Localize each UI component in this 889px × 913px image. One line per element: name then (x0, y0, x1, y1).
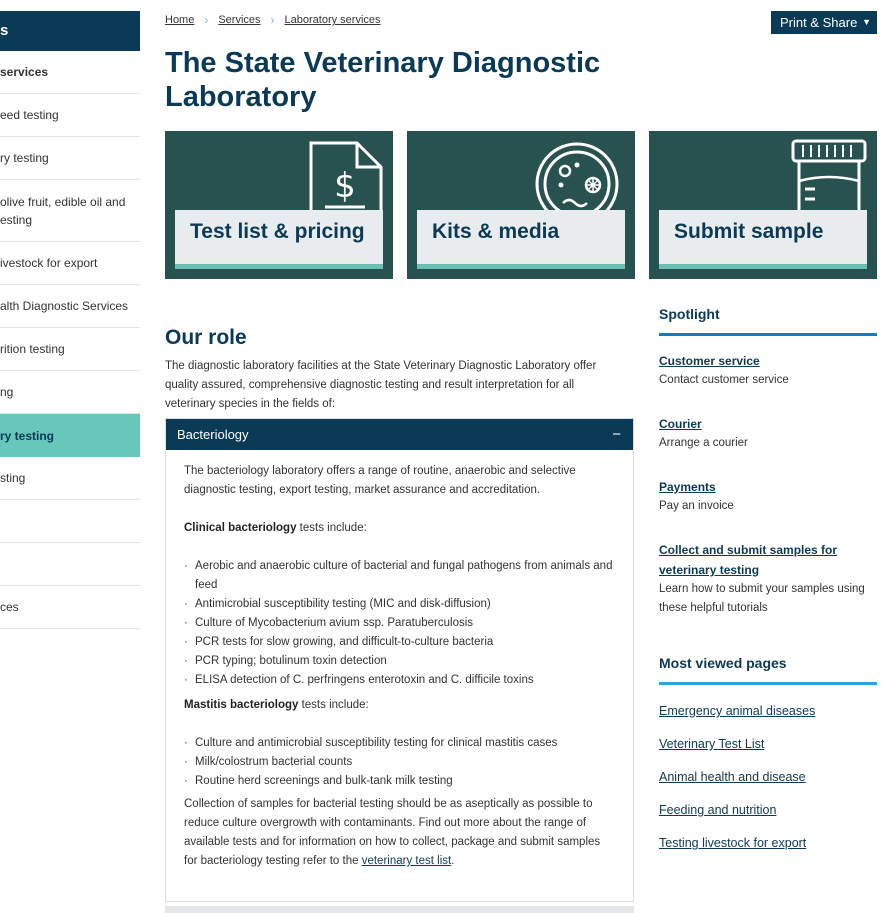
tile-label: Kits & media (432, 220, 560, 243)
most-viewed-heading: Most viewed pages (659, 655, 787, 671)
left-nav-item-active[interactable]: ry testing (0, 414, 140, 457)
chevron-right-icon: › (270, 13, 275, 27)
list-item: · Antimicrobial susceptibility testing (MIC and disk-diffusion) (184, 595, 615, 614)
print-share-label: Print & Share (780, 15, 858, 30)
list-item: · PCR tests for slow growing, and difficult-to-culture bacteria (184, 633, 615, 652)
chevron-right-icon: › (204, 13, 209, 27)
our-role-heading: Our role (165, 326, 247, 349)
mastitis-rest: tests include: (298, 699, 369, 711)
veterinary-test-list-link[interactable]: veterinary test list (361, 855, 452, 867)
spotlight-item (659, 540, 877, 618)
most-viewed-list (659, 701, 877, 853)
most-viewed-link[interactable]: Testing livestock for export (659, 836, 807, 850)
page-title: The State Veterinary Diagnostic Laboratory (165, 47, 601, 113)
bacteriology-intro: The bacteriology laboratory offers a range of routine, anaerobic and selective diagnostic testing, export testing, market assurance and accreditation. (184, 465, 576, 496)
list-item: · Culture and antimicrobial susceptibility testing for clinical mastitis cases (184, 734, 615, 753)
mastitis-heading (184, 696, 615, 715)
clinical-list (184, 557, 615, 690)
left-nav-item[interactable] (0, 543, 140, 586)
accordion-header[interactable] (166, 419, 633, 450)
spotlight-item (659, 351, 877, 390)
courier-link[interactable]: Courier (659, 417, 702, 431)
left-nav-item[interactable]: sting (0, 457, 140, 500)
collection-paragraph: Collection of samples for bacterial testing should be as aseptically as possible to reduce culture overgrowth with contaminants. Find out more about the range of available tests and for information on how to collect, package and submit samples for bacteriology testing refer to the veterinary test list. (184, 798, 601, 867)
spotlight-panel (659, 306, 877, 618)
left-nav-item[interactable]: eed testing (0, 94, 140, 137)
spotlight-desc: Pay an invoice (659, 500, 734, 512)
spotlight-heading: Spotlight (659, 306, 720, 322)
clinical-rest: tests include: (296, 522, 367, 534)
svg-text:$: $ (334, 166, 356, 206)
clinical-heading (184, 519, 615, 538)
list-item: · Milk/colostrum bacterial counts (184, 753, 615, 772)
mastitis-bold: Mastitis bacteriology (184, 699, 299, 711)
clinical-bold: Clinical bacteriology (184, 522, 297, 534)
left-nav-item[interactable] (0, 500, 140, 543)
most-viewed-link[interactable]: Feeding and nutrition (659, 803, 777, 817)
breadcrumb-home[interactable]: Home (165, 14, 195, 26)
tile-card (659, 210, 867, 269)
accordion-body (166, 450, 633, 871)
breadcrumb-services[interactable]: Services (218, 14, 261, 26)
left-nav-header[interactable]: s (0, 11, 140, 51)
list-item: · Aerobic and anaerobic culture of bacterial and fungal pathogens from animals and feed (184, 557, 615, 595)
spotlight-item (659, 414, 877, 453)
most-viewed-divider (659, 682, 877, 685)
left-nav-item[interactable]: ivestock for export (0, 242, 140, 285)
most-viewed-link[interactable]: Veterinary Test List (659, 737, 765, 751)
spotlight-divider (659, 333, 877, 336)
tile-test-list-pricing[interactable] (165, 131, 393, 279)
left-nav-item[interactable]: ry testing (0, 137, 140, 180)
left-navigation (0, 11, 140, 629)
breadcrumb-laboratory-services[interactable]: Laboratory services (284, 14, 381, 26)
left-nav-item[interactable]: ces (0, 586, 140, 629)
collapse-icon[interactable]: − (612, 426, 621, 443)
spotlight-desc: Learn how to submit your samples using these helpful tutorials (659, 583, 865, 614)
payments-link[interactable]: Payments (659, 480, 716, 494)
list-item: · PCR typing; botulinum toxin detection (184, 652, 615, 671)
tile-card (417, 210, 625, 269)
tile-card (175, 210, 383, 269)
accordion-footer-bar (165, 906, 634, 913)
our-role-intro: The diagnostic laboratory facilities at the State Veterinary Diagnostic Laboratory offer quality assured, comprehensive diagnostic testing and result interpretation for all veterinary species in the fields of: (165, 360, 597, 410)
print-share-button[interactable] (771, 11, 877, 34)
list-item: · Culture of Mycobacterium avium ssp. Paratuberculosis (184, 614, 615, 633)
left-nav-item[interactable]: services (0, 51, 140, 94)
breadcrumb (165, 13, 381, 27)
caret-down-icon: ▼ (862, 17, 871, 27)
tile-label: Test list & pricing (190, 220, 365, 243)
tile-submit-sample[interactable] (649, 131, 877, 279)
left-nav-item[interactable]: olive fruit, edible oil and esting (0, 180, 140, 242)
tile-label: Submit sample (674, 220, 824, 243)
most-viewed-link[interactable]: Animal health and disease (659, 770, 806, 784)
accordion-title: Bacteriology (177, 427, 249, 442)
spotlight-item (659, 477, 877, 516)
list-item: · Routine herd screenings and bulk-tank milk testing (184, 772, 615, 791)
left-nav-item[interactable]: alth Diagnostic Services (0, 285, 140, 328)
mastitis-list (184, 734, 615, 791)
spotlight-desc: Contact customer service (659, 374, 789, 386)
spotlight-desc: Arrange a courier (659, 437, 748, 449)
customer-service-link[interactable]: Customer service (659, 354, 760, 368)
left-nav-item[interactable]: rition testing (0, 328, 140, 371)
left-nav-item[interactable]: ng (0, 371, 140, 414)
list-item: · ELISA detection of C. perfringens enterotoxin and C. difficile toxins (184, 671, 615, 690)
collect-submit-samples-link[interactable]: Collect and submit samples for veterinary testing (659, 543, 838, 577)
most-viewed-link[interactable]: Emergency animal diseases (659, 704, 816, 718)
most-viewed-panel (659, 655, 877, 853)
tile-kits-media[interactable] (407, 131, 635, 279)
bacteriology-accordion (165, 418, 634, 902)
